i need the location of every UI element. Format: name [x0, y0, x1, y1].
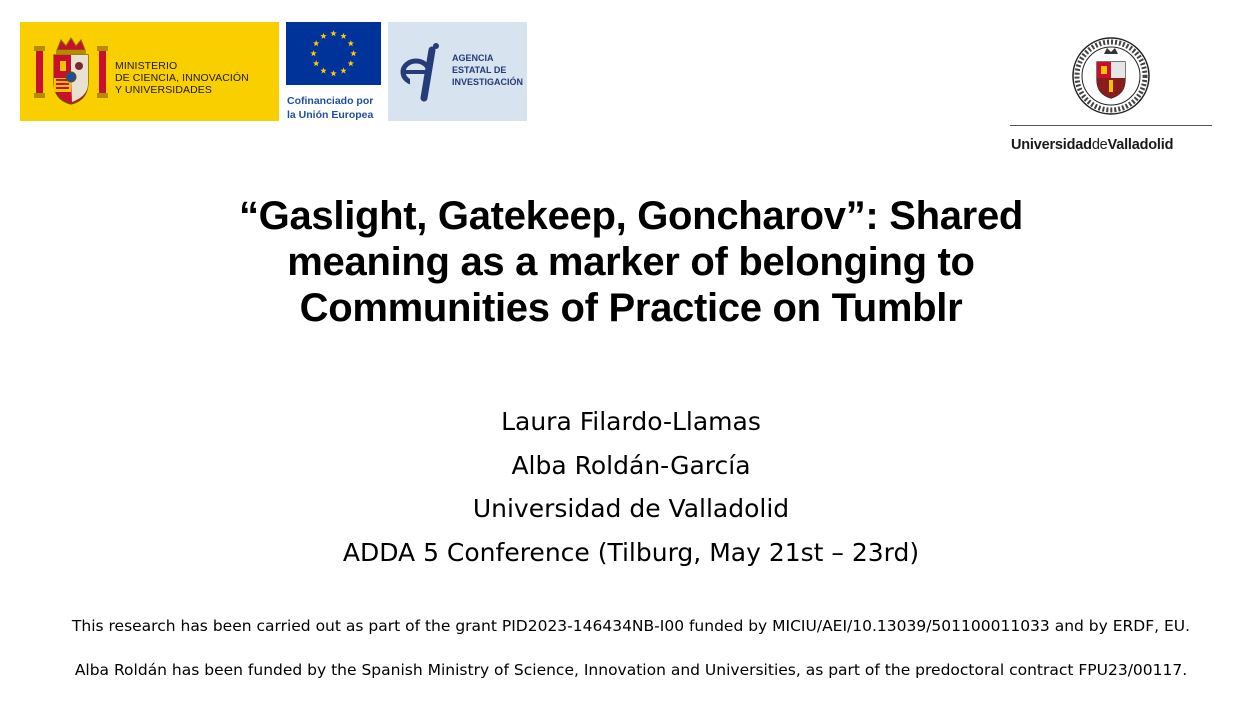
uva-name	[1011, 137, 1173, 153]
funding-note: This research has been carried out as part of the grant PID2023-146434NB-I00 funded by MICIU/AEI/10.13039/501100011033 and by ERDF, EU.	[71, 617, 1191, 635]
aei-name: AGENCIA ESTATAL DE INVESTIGACIÓN	[452, 53, 524, 87]
author-2: Alba Roldán-García	[511, 450, 751, 480]
funding-notes	[10, 617, 1252, 679]
eu-cofunding-text: Cofinanciado por la Unión Europea	[287, 95, 374, 121]
contract-note: Alba Roldán has been funded by the Spanish Ministry of Science, Innovation and Universities, as part of the predoctoral contract FPU23/00117.	[74, 661, 1188, 679]
conference: ADDA 5 Conference (Tilburg, May 21st – 23rd)	[342, 537, 920, 567]
author-1	[200, 400, 1062, 444]
aei-logo	[388, 22, 527, 121]
uva-divider	[1010, 125, 1212, 126]
presentation-title	[90, 193, 1172, 331]
ministerio-logo	[20, 22, 279, 121]
title-line-2: meaning as a marker of belonging to	[287, 240, 975, 284]
spain-coat-of-arms-icon	[32, 36, 110, 113]
author-1-name: Laura Filardo-Llamas	[501, 407, 761, 436]
uva-seal-icon	[1071, 36, 1151, 121]
uva-name-part2: de	[1091, 137, 1108, 153]
affiliation: Universidad de Valladolid	[472, 494, 790, 523]
eu-cofunding-logo	[285, 22, 382, 121]
ministerio-name: MINISTERIO DE CIENCIA, INNOVACIÓN Y UNIVERSIDADES	[115, 60, 249, 96]
eu-flag-icon	[286, 22, 381, 85]
aei-ei-logo-icon	[398, 40, 448, 107]
title-line-3: Communities of Practice on Tumblr	[299, 286, 963, 330]
author-block	[200, 400, 1062, 574]
title-line-1: “Gaslight, Gatekeep, Goncharov”: Shared	[238, 194, 1024, 238]
uva-name-part3: Valladolid	[1107, 137, 1174, 153]
uva-logo	[1010, 36, 1212, 156]
uva-name-part1: Universidad	[1011, 137, 1092, 153]
